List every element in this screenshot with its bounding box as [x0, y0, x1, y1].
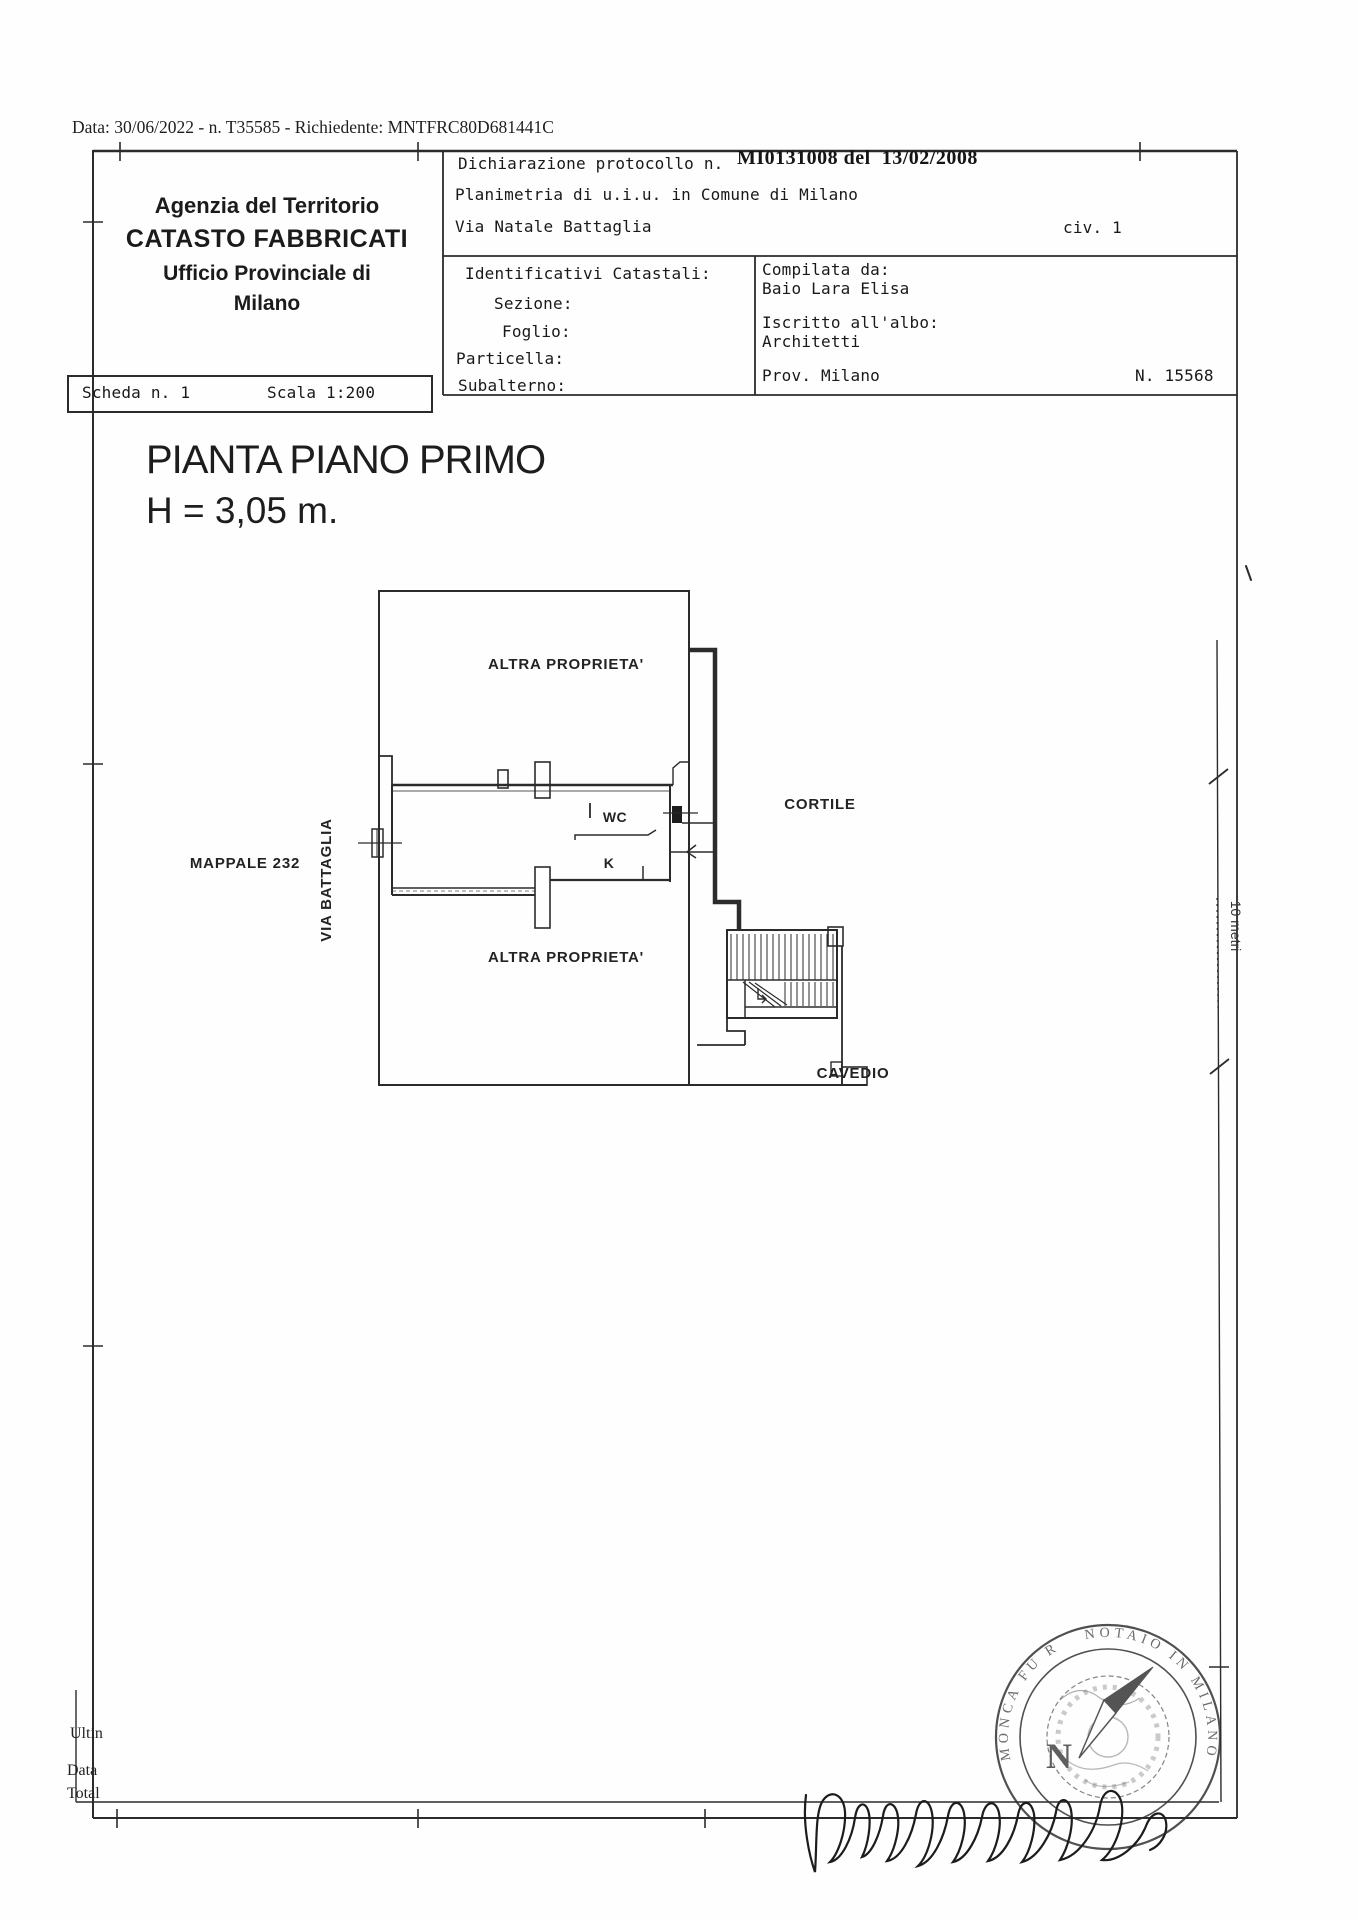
cadastral-ids-title: Identificativi Catastali: [465, 264, 711, 283]
plan-label-mappale: MAPPALE 232 [189, 855, 301, 872]
agency-office: Ufficio Provinciale di [163, 262, 371, 285]
compass-needle-white [1079, 1700, 1116, 1758]
protocol-prefix: Dichiarazione protocollo n. [458, 154, 724, 173]
plan-dimension-label: 10 metri [1228, 900, 1244, 952]
sezione-label: Sezione: [494, 294, 573, 313]
footer-word-1: Ultin [70, 1725, 103, 1742]
plan-height-note: H = 3,05 m. [146, 490, 339, 531]
plan-label-via-battaglia: VIA BATTAGLIA [318, 818, 335, 942]
footer-word-3: Total [67, 1785, 100, 1802]
compiled-by-name: Baio Lara Elisa [762, 279, 910, 298]
plan-label-altra-top: ALTRA PROPRIETA' [487, 656, 645, 673]
subalterno-label: Subalterno: [458, 376, 567, 395]
agency-city: Milano [233, 292, 301, 315]
agency-register: CATASTO FABBRICATI [125, 225, 409, 253]
scheda-label: Scheda n. 1 [82, 383, 191, 402]
floor-plan [190, 591, 1244, 1085]
architect-number: N. 15568 [1135, 366, 1214, 385]
plan-label-k: K [603, 855, 615, 871]
compass-needle-black [1104, 1667, 1153, 1713]
planimetria-line: Planimetria di u.i.u. in Comune di Milano [455, 185, 859, 204]
signature [805, 1791, 1166, 1872]
footer-word-2: Data [67, 1762, 98, 1779]
street-line: Via Natale Battaglia [455, 217, 652, 236]
plan-title: PIANTA PIANO PRIMO [146, 438, 546, 482]
agency-header [117, 193, 417, 316]
register-label: Iscritto all'albo: [762, 313, 939, 332]
stamp-rim-text-right: NOTAIO IN MILANO [1083, 1625, 1220, 1761]
register-value: Architetti [762, 332, 861, 351]
plan-label-cortile: CORTILE [784, 796, 856, 813]
civic-number: civ. 1 [1063, 218, 1122, 237]
stamp-rim-text-left: MONCA FU R [996, 1639, 1063, 1762]
north-letter: N [1046, 1736, 1072, 1776]
particella-label: Particella: [456, 349, 565, 368]
notary-stamp [996, 1625, 1220, 1849]
foglio-label: Foglio: [502, 322, 571, 341]
page-frame [76, 150, 1237, 1818]
agency-name: Agenzia del Territorio [154, 193, 380, 218]
protocol-value: MI0131008 del 13/02/2008 [737, 147, 978, 169]
plan-label-altra-bottom: ALTRA PROPRIETA' [487, 949, 645, 966]
request-data-line: Data: 30/06/2022 - n. T35585 - Richiedente: MNTFRC80D681441C [72, 117, 554, 137]
plan-label-wc: WC [602, 809, 628, 825]
compiled-by-label: Compilata da: [762, 260, 890, 279]
plan-label-cavedio: CAVEDIO [816, 1065, 890, 1082]
province-label: Prov. Milano [762, 366, 880, 385]
scala-label: Scala 1:200 [267, 383, 376, 402]
